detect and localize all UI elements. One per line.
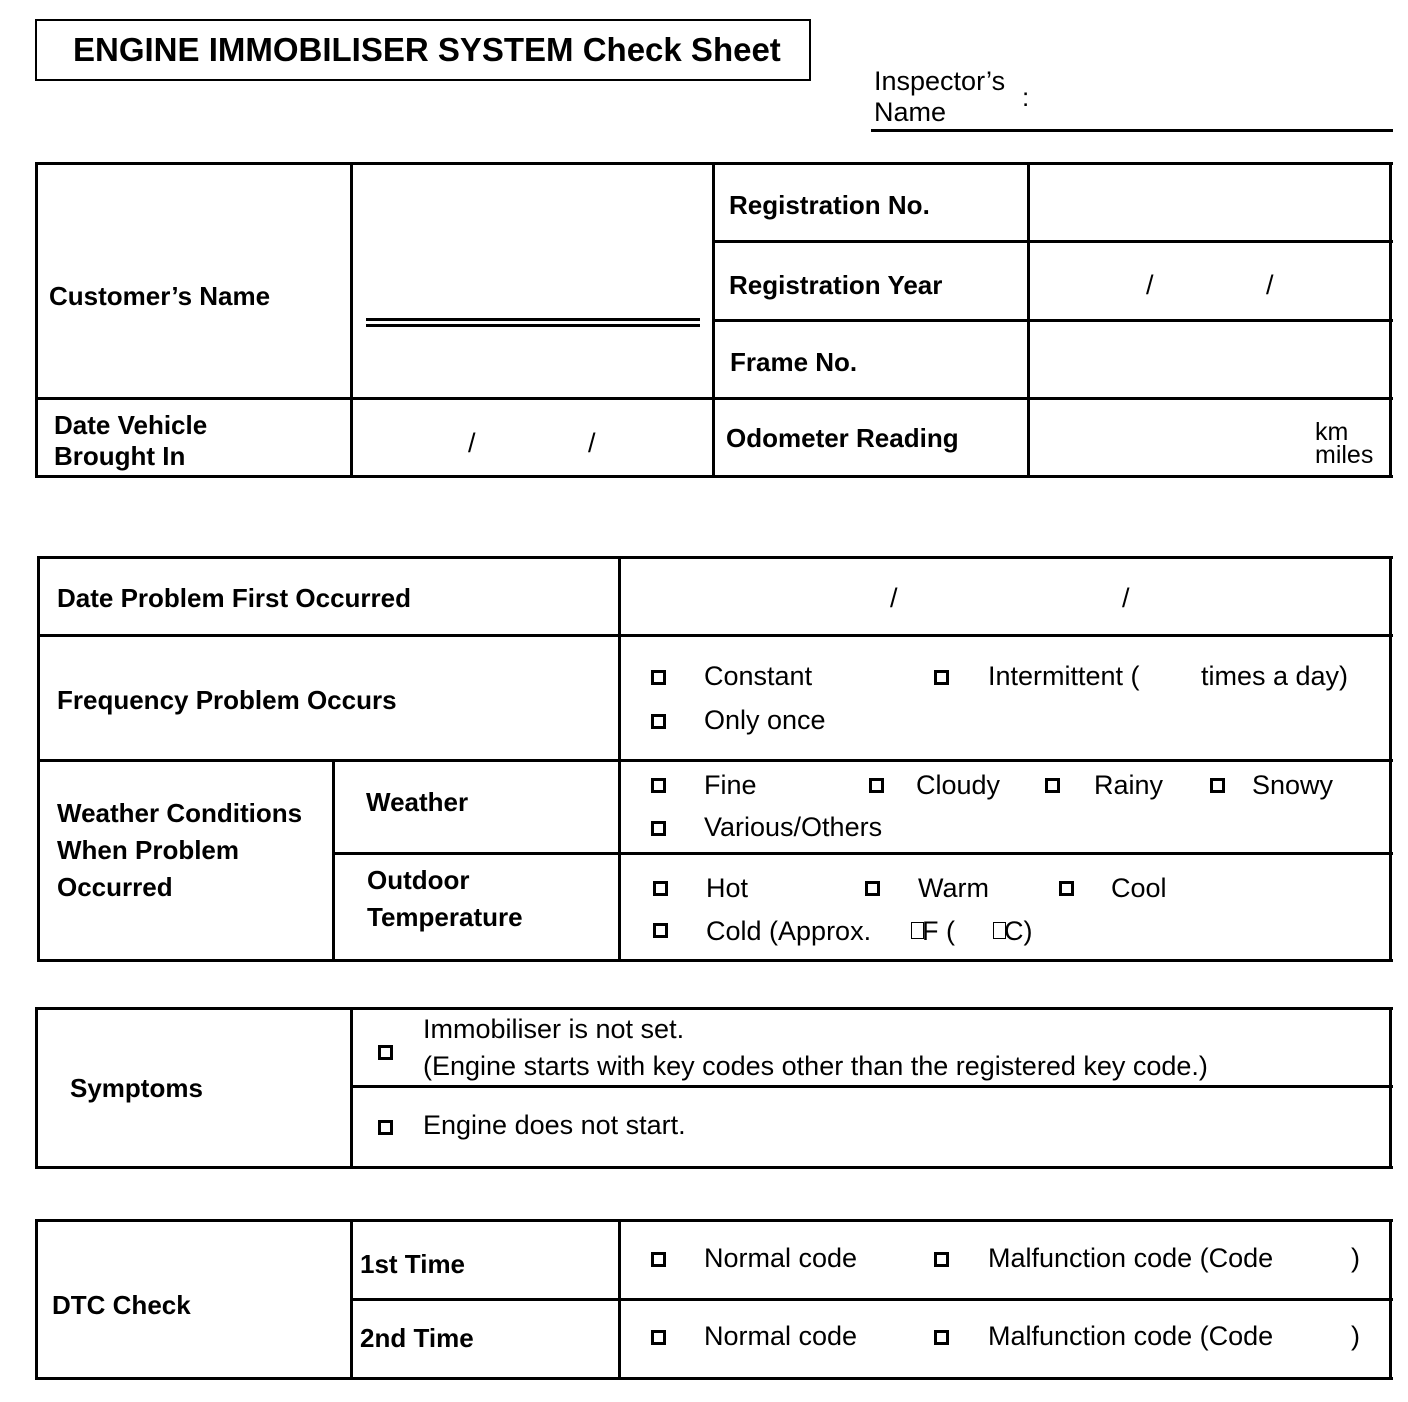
date-brought-slash-2: / (588, 428, 596, 458)
registration-no-label: Registration No. (729, 190, 930, 220)
not-set-line1: Immobiliser is not set. (423, 1014, 685, 1044)
rainy-checkbox[interactable] (1045, 778, 1060, 793)
inspector-colon: : (1022, 82, 1030, 112)
frequency-label: Frequency Problem Occurs (57, 685, 397, 715)
various-checkbox[interactable] (651, 821, 666, 836)
registration-year-slash-1: / (1146, 270, 1154, 300)
rainy-label: Rainy (1094, 770, 1164, 800)
not-set-checkbox[interactable] (378, 1045, 393, 1060)
various-label: Various/Others (704, 812, 883, 842)
inspector-label-line1: Inspector’s (874, 66, 1006, 96)
date-brought-in-label (54, 410, 207, 472)
not-set-line2: (Engine starts with key codes other than the registered key code.) (423, 1051, 1208, 1081)
date-first-occurred-label: Date Problem First Occurred (57, 583, 411, 613)
outdoor-temperature-line1: Outdoor (367, 865, 470, 895)
registration-year-label: Registration Year (729, 270, 943, 300)
cool-checkbox[interactable] (1059, 881, 1074, 896)
weather-conditions-line3: Occurred (57, 872, 173, 902)
cloudy-checkbox[interactable] (869, 778, 884, 793)
cool-label: Cool (1111, 873, 1167, 903)
dtc-check-label: DTC Check (52, 1290, 191, 1320)
only-once-checkbox[interactable] (651, 714, 666, 729)
inspector-name-label (874, 66, 1005, 128)
fine-label: Fine (704, 770, 757, 800)
second-malfunction-label: Malfunction code (Code (988, 1321, 1274, 1351)
page-title: ENGINE IMMOBILISER SYSTEM Check Sheet (73, 31, 781, 68)
hot-label: Hot (706, 873, 749, 903)
first-malfunction-checkbox[interactable] (934, 1252, 949, 1267)
constant-checkbox[interactable] (651, 670, 666, 685)
second-time-label: 2nd Time (360, 1323, 474, 1353)
intermittent-checkbox[interactable] (934, 670, 949, 685)
second-malfunction-close: ) (1351, 1321, 1360, 1351)
second-normal-label: Normal code (704, 1321, 858, 1351)
first-normal-label: Normal code (704, 1243, 858, 1273)
date-first-slash-1: / (890, 583, 898, 613)
first-malfunction-close: ) (1351, 1243, 1360, 1273)
date-brought-slash-1: / (468, 428, 476, 458)
warm-checkbox[interactable] (865, 881, 880, 896)
registration-year-slash-2: / (1266, 270, 1274, 300)
weather-conditions-line1: Weather Conditions (57, 798, 303, 828)
weather-conditions-label (57, 795, 302, 906)
degree-c-label: C) (1004, 916, 1033, 946)
date-brought-in-line1: Date Vehicle (54, 410, 208, 440)
hot-checkbox[interactable] (653, 881, 668, 896)
registration-no-field[interactable] (1033, 168, 1385, 238)
cloudy-label: Cloudy (916, 770, 1001, 800)
cold-approx-label: Cold (Approx. (706, 916, 872, 946)
odometer-unit-miles: miles (1315, 441, 1374, 469)
constant-label: Constant (704, 661, 813, 691)
fine-checkbox[interactable] (651, 778, 666, 793)
frame-no-label: Frame No. (730, 347, 858, 377)
first-normal-checkbox[interactable] (651, 1252, 666, 1267)
outdoor-temperature-label (367, 862, 523, 936)
warm-label: Warm (918, 873, 989, 903)
date-brought-in-line2: Brought In (54, 441, 186, 471)
odometer-unit-km: km (1315, 418, 1349, 446)
snowy-label: Snowy (1252, 770, 1334, 800)
times-a-day-label: times a day) (1201, 661, 1349, 691)
frame-no-field[interactable] (1033, 325, 1385, 395)
odometer-field[interactable] (1033, 403, 1303, 473)
inspector-name-field[interactable] (871, 129, 1393, 132)
odometer-label: Odometer Reading (726, 423, 959, 453)
inspector-label-line2: Name (874, 97, 947, 127)
degree-f-label: F ( (922, 916, 955, 946)
first-malfunction-label: Malfunction code (Code (988, 1243, 1274, 1273)
snowy-checkbox[interactable] (1210, 778, 1225, 793)
no-start-label: Engine does not start. (423, 1110, 686, 1140)
weather-conditions-line2: When Problem (57, 835, 240, 865)
weather-label: Weather (366, 787, 469, 817)
second-normal-checkbox[interactable] (651, 1330, 666, 1345)
customer-name-field[interactable] (366, 300, 700, 330)
second-malfunction-checkbox[interactable] (934, 1330, 949, 1345)
intermittent-label: Intermittent ( (988, 661, 1140, 691)
customer-name-label: Customer’s Name (49, 281, 271, 311)
outdoor-temperature-line2: Temperature (367, 902, 523, 932)
first-time-label: 1st Time (360, 1249, 466, 1279)
date-first-slash-2: / (1122, 583, 1130, 613)
only-once-label: Only once (704, 705, 826, 735)
symptoms-label: Symptoms (70, 1073, 203, 1103)
cold-checkbox[interactable] (653, 923, 668, 938)
no-start-checkbox[interactable] (378, 1120, 393, 1135)
